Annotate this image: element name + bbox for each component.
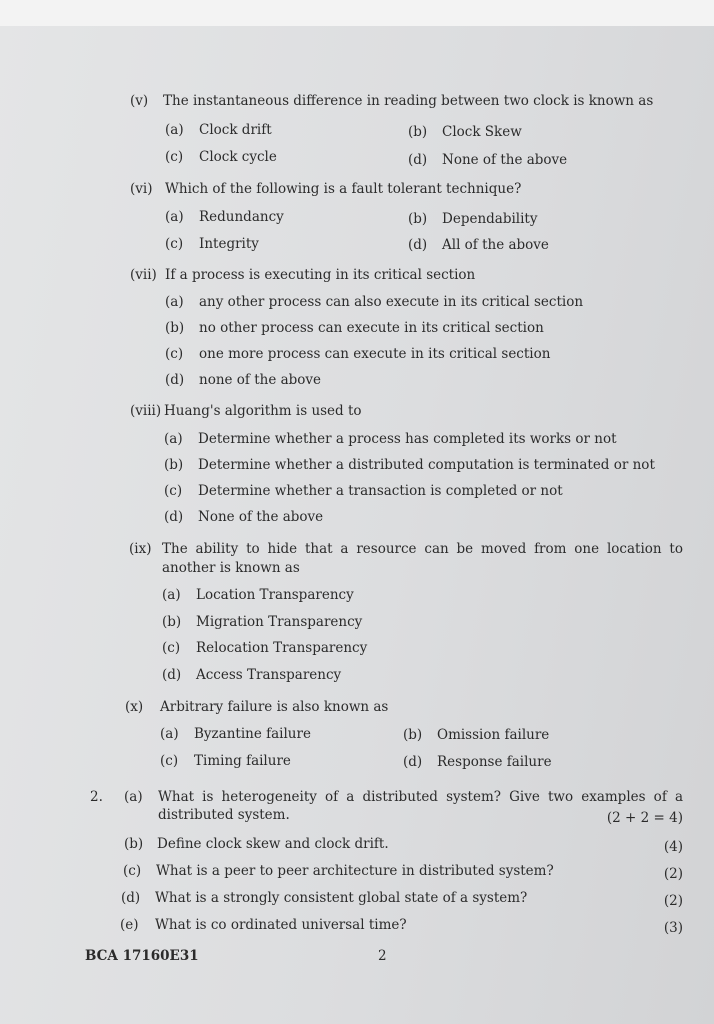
option-text: Redundancy	[199, 209, 284, 225]
option-label: (b)	[408, 211, 428, 227]
option-text: no other process can execute in its critical section	[199, 320, 544, 336]
option-text: None of the above	[442, 152, 568, 168]
option-label: (a)	[164, 431, 183, 447]
part-label: (d)	[121, 890, 141, 906]
part-text: What is a peer to peer architecture in distributed system?	[156, 863, 554, 879]
option-label: (c)	[165, 149, 184, 165]
question-text: Huang's algorithm is used to	[164, 403, 362, 419]
option-label: (c)	[160, 753, 179, 769]
option-text: Omission failure	[437, 727, 550, 743]
option-label: (d)	[164, 509, 184, 525]
question-number: (v)	[130, 93, 149, 109]
question-text-line1: The ability to hide that a resource can be moved from one location to	[162, 541, 683, 557]
option-label: (a)	[160, 726, 179, 742]
part-marks: (4)	[663, 839, 683, 855]
option-label: (d)	[408, 237, 428, 253]
option-label: (b)	[403, 727, 423, 743]
part-label: (e)	[120, 917, 139, 933]
option-label: (d)	[165, 372, 185, 388]
option-label: (a)	[165, 294, 184, 310]
option-label: (c)	[165, 236, 184, 252]
option-text: Integrity	[199, 236, 259, 252]
question-number: (vi)	[130, 181, 153, 197]
part-text-line1: What is heterogeneity of a distributed system? Give two examples of a	[158, 789, 683, 805]
option-text: Determine whether a distributed computation is terminated or not	[198, 457, 655, 473]
question-number: (ix)	[129, 541, 152, 557]
option-text: Relocation Transparency	[196, 640, 368, 656]
part-marks: (2 + 2 = 4)	[606, 810, 683, 826]
option-text: any other process can also execute in its critical section	[199, 294, 584, 310]
option-text: Clock drift	[199, 122, 272, 138]
option-text: Determine whether a transaction is completed or not	[198, 483, 563, 499]
part-text: What is a strongly consistent global state of a system?	[155, 890, 528, 906]
option-label: (a)	[162, 587, 181, 603]
question-text: The instantaneous difference in reading between two clock is known as	[163, 93, 654, 109]
part-label: (b)	[124, 836, 144, 852]
option-text: Migration Transparency	[196, 614, 363, 630]
option-label: (b)	[162, 614, 182, 630]
part-marks: (2)	[663, 893, 683, 909]
option-text: Response failure	[437, 754, 552, 770]
question-text: Which of the following is a fault tolerant technique?	[165, 181, 522, 197]
option-label: (c)	[165, 346, 184, 362]
option-text: Dependability	[442, 211, 538, 227]
option-text: Determine whether a process has completed its works or not	[198, 431, 617, 447]
part-marks: (2)	[663, 866, 683, 882]
question-text: Arbitrary failure is also known as	[160, 699, 389, 715]
option-label: (d)	[403, 754, 423, 770]
option-text: none of the above	[199, 372, 322, 388]
option-label: (c)	[164, 483, 183, 499]
option-label: (d)	[408, 152, 428, 168]
option-label: (d)	[162, 667, 182, 683]
option-text: Timing failure	[194, 753, 291, 769]
question-number: 2.	[90, 789, 103, 805]
question-text-line2: another is known as	[162, 560, 300, 576]
part-marks: (3)	[663, 920, 683, 936]
option-label: (a)	[165, 122, 184, 138]
option-text: Byzantine failure	[194, 726, 311, 742]
option-text: Access Transparency	[196, 667, 342, 683]
option-label: (b)	[165, 320, 185, 336]
option-text: Clock Skew	[442, 124, 522, 140]
option-label: (b)	[164, 457, 184, 473]
option-text: None of the above	[198, 509, 324, 525]
option-label: (b)	[408, 124, 428, 140]
question-text: If a process is executing in its critical section	[165, 267, 476, 283]
question-number: (vii)	[130, 267, 157, 283]
part-text: Define clock skew and clock drift.	[157, 836, 389, 852]
option-text: All of the above	[442, 237, 549, 253]
part-label: (c)	[123, 863, 142, 879]
question-number: (viii)	[130, 403, 162, 419]
option-text: Clock cycle	[199, 149, 277, 165]
option-label: (a)	[165, 209, 184, 225]
option-text: Location Transparency	[196, 587, 354, 603]
part-text-line2: distributed system.	[158, 807, 290, 823]
paper-code: BCA 17160E31	[85, 948, 199, 964]
scan-top-strip	[0, 0, 714, 26]
page-number: 2	[378, 948, 387, 964]
option-label: (c)	[162, 640, 181, 656]
option-text: one more process can execute in its critical section	[199, 346, 551, 362]
part-label: (a)	[124, 789, 143, 805]
question-number: (x)	[125, 699, 144, 715]
part-text: What is co ordinated universal time?	[155, 917, 407, 933]
